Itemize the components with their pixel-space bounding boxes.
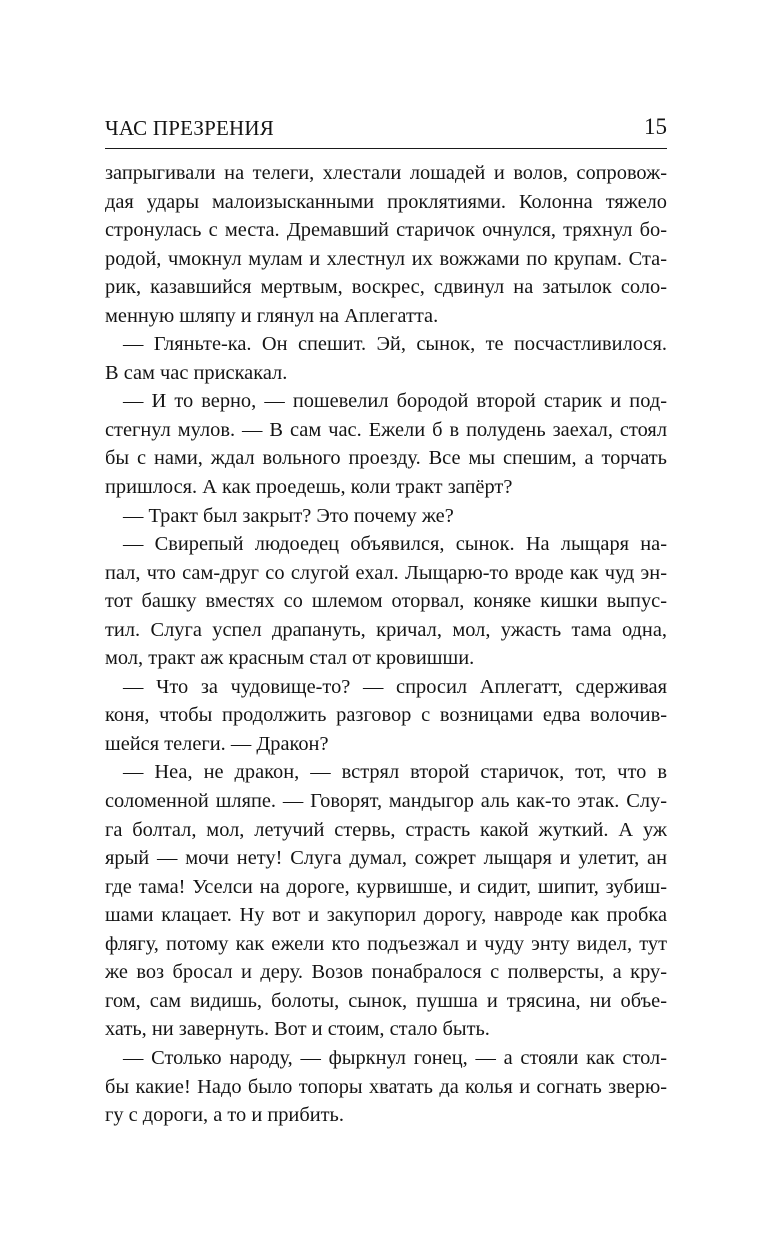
page-number: 15 [644, 114, 667, 139]
body-text [105, 159, 667, 1130]
text-line: В сам час прискакал. [105, 361, 288, 384]
text-line: пал, что сам-друг со слугой ехал. Лыщарю-то вроде как чуд эн- [105, 561, 667, 584]
running-title: ЧАС ПРЕЗРЕНИЯ [105, 116, 274, 140]
text-line: — Свирепый людоедец объявился, сынок. На лыщаря на- [123, 533, 667, 556]
text-line: — Что за чудовище-то? — спросил Аплегатт, сдерживая [123, 675, 667, 698]
text-line: запрыгивали на телеги, хлестали лошадей и волов, сопровож- [105, 162, 667, 184]
text-line: га болтал, мол, летучий стервь, страсть какой жуткий. А уж [105, 818, 667, 841]
text-line: коня, чтобы продолжить разговор с возницами едва волочив- [105, 704, 667, 727]
text-line: где тама! Уселси на дороге, курвишше, и сидит, шипит, зубиш- [105, 875, 667, 898]
text-line: рик, казавшийся мертвым, воскрес, сдвинул на затылок соло- [105, 276, 667, 299]
text-line: — Гляньте-ка. Он спешит. Эй, сынок, те посчастливилося. [123, 333, 667, 356]
text-line: тот башку вместях со шлемом оторвал, коняке кишки выпус- [105, 590, 667, 613]
text-line: мол, тракт аж красным стал от кровишши. [105, 647, 475, 670]
text-line: менную шляпу и глянул на Аплегатта. [105, 304, 439, 327]
text-line: гу с дороги, а то и прибить. [105, 1104, 344, 1127]
page-header [105, 112, 667, 149]
text-line: стронулась с места. Дремавший старичок очнулся, тряхнул бо- [105, 219, 667, 242]
text-line: же воз бросал и деру. Возов понабралося с полверсты, а кру- [105, 961, 667, 984]
text-line: хать, ни завернуть. Вот и стоим, стало быть. [105, 1018, 490, 1041]
text-line: флягу, потому как ежели кто подъезжал и чуду энту видел, тут [105, 932, 667, 955]
text-line: шейся телеги. — Дракон? [105, 732, 329, 755]
text-line: — Тракт был закрыт? Это почему же? [123, 504, 454, 527]
text-line: — И то верно, — пошевелил бородой второй старик и под- [123, 390, 667, 413]
text-line: стегнул мулов. — В сам час. Ежели б в полудень заехал, стоял [105, 418, 667, 441]
text-line: — Столько народу, — фыркнул гонец, — а стояли как стол- [123, 1046, 667, 1069]
text-line: тил. Слуга успел драпануть, кричал, мол, ужасть тама одна, [105, 618, 667, 641]
text-line: ярый — мочи нету! Слуга думал, сожрет лыщаря и улетит, ан [105, 847, 667, 870]
text-line: гом, сам видишь, болоты, сынок, пушша и трясина, ни объе- [105, 989, 667, 1012]
text-line: пришлося. А как проедешь, коли тракт запёрт? [105, 476, 513, 499]
text-line: бы с нами, ждал вольного проезду. Все мы спешим, а торчать [105, 447, 667, 470]
text-line: родой, чмокнул мулам и хлестнул их вожжами по крупам. Ста- [105, 247, 667, 270]
text-line: бы какие! Надо было топоры хватать да колья и согнать зверю- [105, 1075, 667, 1098]
text-line: — Неа, не дракон, — встрял второй старичок, тот, что в [123, 761, 667, 784]
text-line: соломенной шляпе. — Говорят, мандыгор аль как-то этак. Слу- [105, 790, 667, 813]
text-line: дая удары малоизысканными проклятиями. Колонна тяжело [105, 190, 667, 213]
text-line: шами клацает. Ну вот и закупорил дорогу, навроде как пробка [105, 904, 667, 927]
